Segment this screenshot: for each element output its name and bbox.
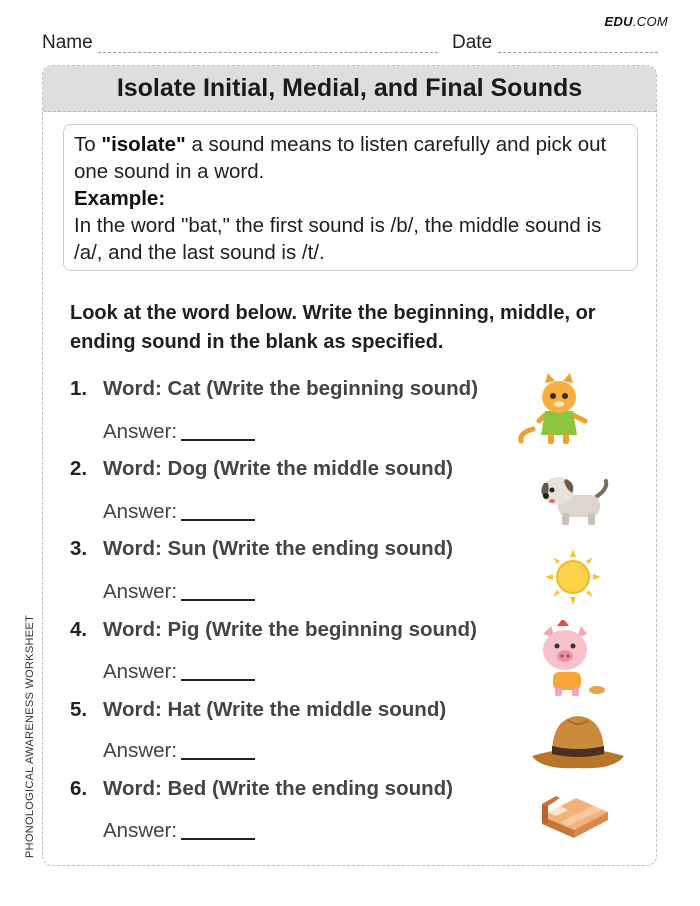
answer-label: Answer: xyxy=(103,660,178,683)
question-text: Word: Cat (Write the beginning sound) xyxy=(103,377,479,400)
question-text: Word: Sun (Write the ending sound) xyxy=(103,537,453,560)
answer-row-2 xyxy=(103,500,255,524)
answer-blank-5[interactable] xyxy=(181,744,255,760)
answer-row-3 xyxy=(103,580,255,604)
answer-blank-1[interactable] xyxy=(181,425,255,441)
question-4 xyxy=(70,618,477,642)
answer-row-5 xyxy=(103,739,255,763)
question-1 xyxy=(70,377,478,401)
name-date-row xyxy=(42,32,660,54)
question-number: 6. xyxy=(70,777,88,800)
definition-text: a sound means to listen carefully and pick out one sound in a word. xyxy=(74,133,607,183)
question-6 xyxy=(70,777,453,801)
question-3 xyxy=(70,537,453,561)
definition-keyword: "isolate" xyxy=(101,133,186,156)
answer-label: Answer: xyxy=(103,819,178,842)
name-label: Name xyxy=(42,32,93,53)
answer-label: Answer: xyxy=(103,739,178,762)
brand-suffix: .COM xyxy=(632,14,668,29)
dog-icon xyxy=(536,471,614,529)
worksheet-title: Isolate Initial, Medial, and Final Sounds xyxy=(43,66,656,112)
answer-blank-6[interactable] xyxy=(181,824,255,840)
brand-logo xyxy=(604,14,668,29)
worksheet-card xyxy=(42,65,657,866)
answer-label: Answer: xyxy=(103,420,178,443)
side-label: PHONOLOGICAL AWARENESS WORKSHEET xyxy=(24,614,36,858)
answer-blank-4[interactable] xyxy=(181,665,255,681)
question-2 xyxy=(70,457,453,481)
answer-label: Answer: xyxy=(103,580,178,603)
brand-name: EDU xyxy=(604,14,633,29)
date-line[interactable] xyxy=(498,52,658,53)
bed-icon xyxy=(538,782,612,842)
name-line[interactable] xyxy=(98,52,438,53)
cat-icon xyxy=(515,371,605,449)
pig-icon xyxy=(535,620,607,700)
question-number: 5. xyxy=(70,698,88,721)
question-number: 4. xyxy=(70,618,88,641)
question-text: Word: Hat (Write the middle sound) xyxy=(103,698,447,721)
hat-icon xyxy=(528,712,628,774)
question-number: 2. xyxy=(70,457,88,480)
example-text: In the word "bat," the first sound is /b/, the middle sound is /a/, and the last sound is /t/. xyxy=(74,214,602,264)
date-label: Date xyxy=(452,32,493,53)
question-number: 1. xyxy=(70,377,88,400)
question-text: Word: Bed (Write the ending sound) xyxy=(103,777,453,800)
answer-blank-3[interactable] xyxy=(181,585,255,601)
example-label: Example: xyxy=(74,187,166,210)
answer-label: Answer: xyxy=(103,500,178,523)
definition-box xyxy=(63,124,638,271)
question-5 xyxy=(70,698,446,722)
instructions: Look at the word below. Write the beginning, middle, or ending sound in the blank as specified. xyxy=(70,302,596,353)
answer-blank-2[interactable] xyxy=(181,505,255,521)
question-number: 3. xyxy=(70,537,88,560)
answer-row-4 xyxy=(103,660,255,684)
answer-row-6 xyxy=(103,819,255,843)
question-text: Word: Dog (Write the middle sound) xyxy=(103,457,453,480)
answer-row-1 xyxy=(103,420,255,444)
definition-prefix: To xyxy=(74,133,102,156)
question-text: Word: Pig (Write the beginning sound) xyxy=(103,618,477,641)
sun-icon xyxy=(545,549,601,605)
